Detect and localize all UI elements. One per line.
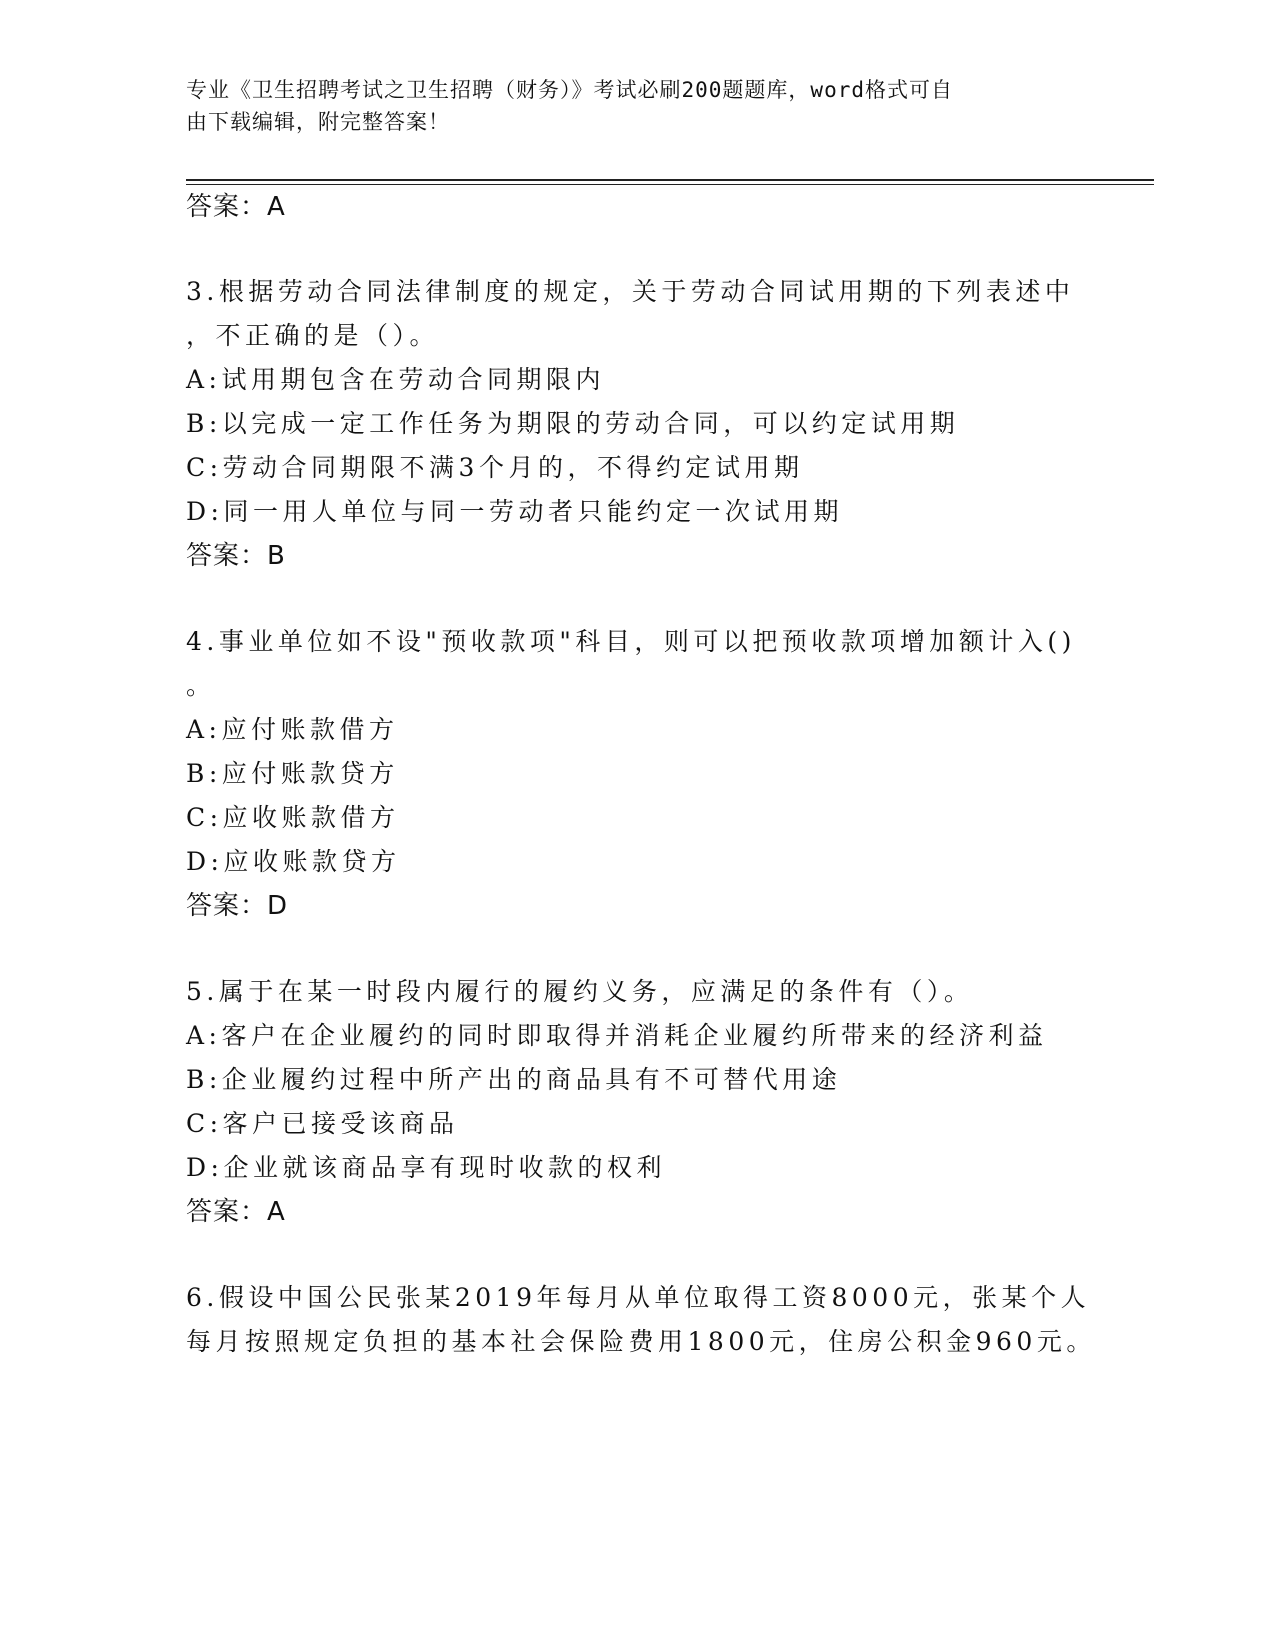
question-5-option-d: D:企业就该商品享有现时收款的权利 — [186, 1153, 666, 1182]
header-line-2: 由下载编辑，附完整答案！ — [186, 110, 450, 134]
question-5-option-c: C:客户已接受该商品 — [186, 1109, 459, 1138]
question-6-stem-line-1: 6.假设中国公民张某2019年每月从单位取得工资8000元，张某个人 — [186, 1283, 1091, 1312]
question-4-stem-line-1: 4.事业单位如不设"预收款项"科目，则可以把预收款项增加额计入() — [186, 627, 1076, 656]
question-3-option-c: C:劳动合同期限不满3个月的，不得约定试用期 — [186, 453, 804, 482]
question-6-stem-line-2: 每月按照规定负担的基本社会保险费用1800元，住房公积金960元。 — [186, 1327, 1096, 1356]
header-divider-thick — [186, 179, 1154, 181]
header-line-1: 专业《卫生招聘考试之卫生招聘（财务）》考试必刷200题题库，word格式可自 — [186, 78, 953, 102]
question-5-option-a: A:客户在企业履约的同时即取得并消耗企业履约所带来的经济利益 — [186, 1021, 1048, 1050]
question-3-option-d: D:同一用人单位与同一劳动者只能约定一次试用期 — [186, 497, 843, 526]
document-header — [186, 74, 1066, 138]
question-4-stem-line-2: 。 — [186, 671, 216, 700]
question-3-stem-line-2: ，不正确的是（）。 — [186, 321, 440, 350]
question-3-option-a: A:试用期包含在劳动合同期限内 — [186, 365, 605, 394]
question-5-answer: 答案：A — [186, 1197, 286, 1227]
question-4-answer: 答案：D — [186, 891, 289, 921]
question-5-stem-line-1: 5.属于在某一时段内履行的履约义务，应满足的条件有（）。 — [186, 977, 974, 1006]
question-5-option-b: B:企业履约过程中所产出的商品具有不可替代用途 — [186, 1065, 842, 1094]
question-4-option-a: A:应付账款借方 — [186, 715, 399, 744]
question-4-option-c: C:应收账款借方 — [186, 803, 400, 832]
question-3-answer: 答案：B — [186, 541, 286, 571]
header-divider-thin — [186, 184, 1154, 185]
question-3-option-b: B:以完成一定工作任务为期限的劳动合同，可以约定试用期 — [186, 409, 960, 438]
question-3-stem-line-1: 3.根据劳动合同法律制度的规定，关于劳动合同试用期的下列表述中 — [186, 277, 1075, 306]
answer-previous: 答案：A — [186, 192, 286, 222]
question-4-option-d: D:应收账款贷方 — [186, 847, 401, 876]
question-4-option-b: B:应付账款贷方 — [186, 759, 399, 788]
